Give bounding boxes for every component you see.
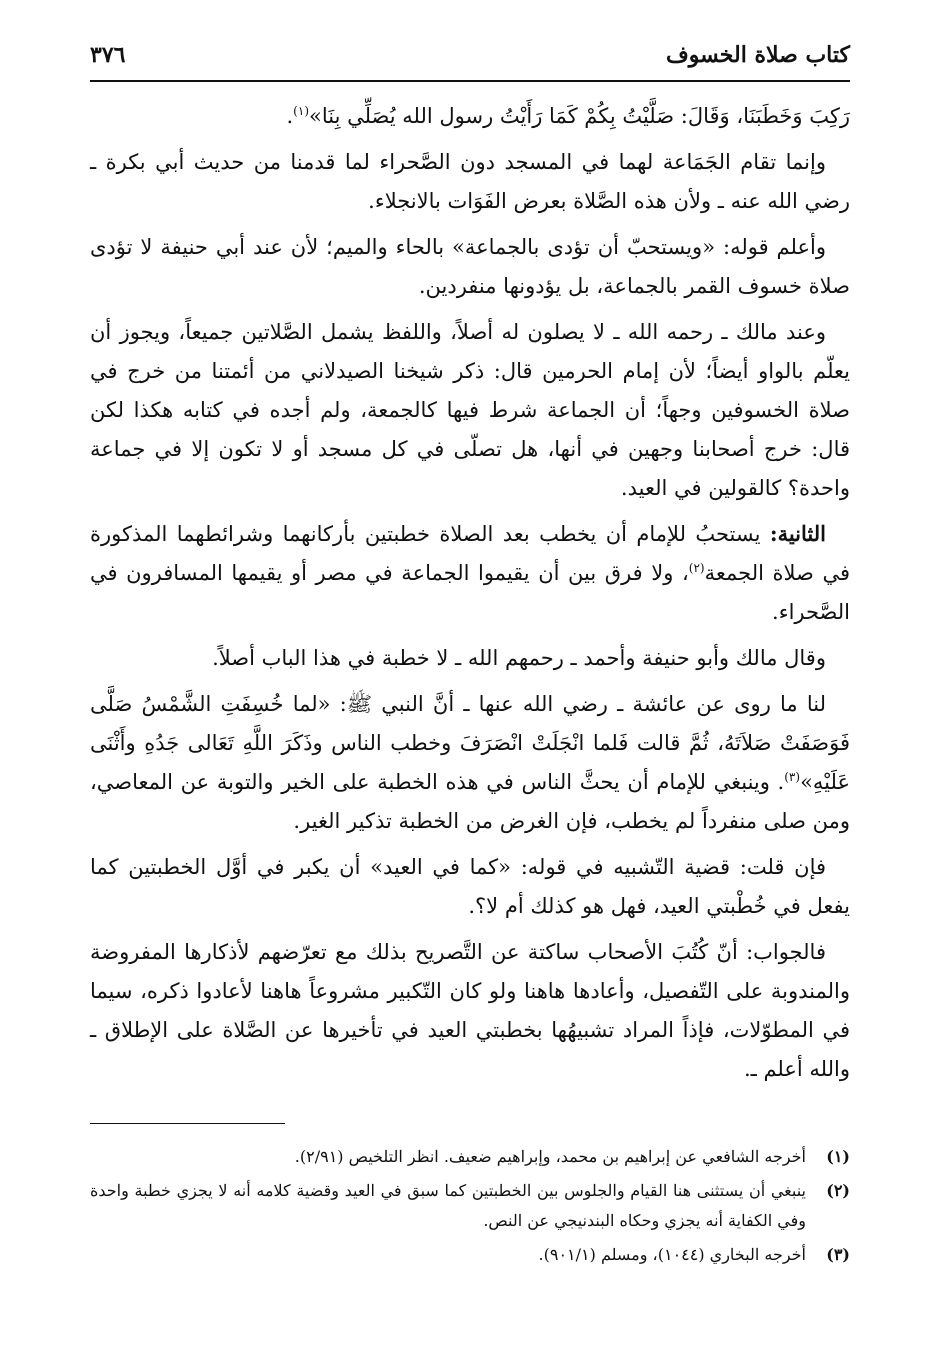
chapter-title: كتاب صلاة الخسوف xyxy=(666,42,850,68)
book-page xyxy=(90,40,850,1274)
paragraph xyxy=(90,932,850,1089)
paragraph xyxy=(90,142,850,221)
paragraph xyxy=(90,847,850,926)
paragraph-text: رَكِبَ وَخَطَبَنَا، وَقَالَ: صَلَّيْتُ بِكُمْ كَمَا رَأَيْتُ رسول الله يُصَلِّي بِنَا» xyxy=(309,104,850,128)
footnote-number: (١) xyxy=(826,1147,850,1166)
footnote-item xyxy=(90,1142,850,1172)
footnote-text: أخرجه البخاري (١٠٤٤)، ومسلم (٩٠١/١). xyxy=(538,1245,806,1264)
footnote-ref: (٢) xyxy=(688,561,705,575)
paragraph-text: وقال مالك وأبو حنيفة وأحمد ـ رحمهم الله ـ لا خطبة في هذا الباب أصلاً. xyxy=(212,646,826,670)
paragraph xyxy=(90,514,850,632)
footnote-number: (٢) xyxy=(826,1181,850,1200)
footnote-text: ينبغي أن يستثنى هنا القيام والجلوس بين الخطبتين كما سبق في العيد وقضية كلامه أنه لا يجزي خطبة واحدة وفي الكفاية أنه يجزي وحكاه البندنيجي عن النص. xyxy=(90,1181,806,1230)
paragraph-text: وإنما تقام الجَمَاعة لهما في المسجد دون الصَّحراء لما قدمنا من حديث أبي بكرة ـ رضي الله عنه ـ ولأن هذه الصَّلاة بعرض الفَوَات بالانجلاء. xyxy=(90,150,850,213)
paragraph xyxy=(90,638,850,678)
paragraph xyxy=(90,312,850,508)
main-text xyxy=(90,96,850,1089)
paragraph-text: وعند مالك ـ رحمه الله ـ لا يصلون له أصلاً، واللفظ يشمل الصَّلاتين جميعاً، ويجوز أن يعلّم بالواو أيضاً؛ لأن إمام الحرمين قال: ذكر شيخنا الصيدلاني من أئمتنا من خرج في صلاة الخسوفين وجهاً؛ أن الجماعة شرط فيها كالجمعة، ولم أجده في كتابه هكذا لكن قال: خرج أصحابنا وجهين في أنها، هل تصلّى في كل مسجد أو لا تكون إلا في جماعة واحدة؟ كالقولين في العيد. xyxy=(90,320,850,500)
page-number: ٣٧٦ xyxy=(90,42,126,68)
paragraph-tail: . xyxy=(286,104,294,128)
paragraph-text: يستحبُ للإمام أن يخطب بعد الصلاة خطبتين بأركانهما وشرائطهما المذكورة في صلاة الجمعة xyxy=(90,522,850,585)
paragraph xyxy=(90,227,850,306)
running-header xyxy=(90,40,850,82)
footnote-ref: (٣) xyxy=(784,770,801,784)
paragraph-lead: الثانية: xyxy=(769,521,826,546)
paragraph-tail: ، ولا فرق بين أن يقيموا الجماعة في مصر أو يقيمها المسافرون في الصَّحراء. xyxy=(90,561,850,624)
paragraph xyxy=(90,96,850,136)
footnote-item xyxy=(90,1240,850,1270)
paragraph xyxy=(90,684,850,841)
footnote-number: (٣) xyxy=(826,1245,850,1264)
paragraph-text: وأعلم قوله: «ويستحبّ أن تؤدى بالجماعة» بالحاء والميم؛ لأن عند أبي حنيفة لا تؤدى صلاة خسوف القمر بالجماعة، بل يؤدونها منفردين. xyxy=(90,235,850,298)
paragraph-tail: . وينبغي للإمام أن يحثَّ الناس في هذه الخطبة على الخير والتوبة عن المعاصي، ومن صلى منفرداً لم يخطب، فإن الغرض من الخطبة تذكير الغير. xyxy=(90,770,850,833)
footnote-item xyxy=(90,1176,850,1236)
paragraph-text: فالجواب: أنّ كُتُبَ الأصحاب ساكتة عن التَّصريح بذلك مع تعرّضهم لأذكارها المفروضة والمندوبة على التّفصيل، وأعادها هاهنا ولو كان التّكبير مشروعاً هاهنا لأعادوا ذكره، سيما في المطوّلات، فإذاً المراد تشبيهُها بخطبتي العيد في تأخيرها عن الصَّلاة على الإطلاق ـ والله أعلم ـ. xyxy=(90,940,850,1081)
footnote-separator-wrap xyxy=(90,1095,850,1142)
footnote-ref: (١) xyxy=(293,104,309,118)
footnotes xyxy=(90,1142,850,1270)
paragraph-text: لنا ما روى عن عائشة ـ رضي الله عنها ـ أنَّ النبي ﷺ: «لما خُسِفَتِ الشَّمْسُ صَلَّى فَوَصَفَتْ صَلاَتَهُ، ثُمَّ قالت فَلما انْجَلَتْ انْصَرَفَ وخطب الناس وذَكَرَ اللَّهِ تَعَالى جَدُهِ وأَثْنَى عَلَيْهِ» xyxy=(90,692,850,794)
footnote-separator xyxy=(90,1123,285,1124)
paragraph-text: فإن قلت: قضية التّشبيه في قوله: «كما في العيد» أن يكبر في أوَّل الخطبتين كما يفعل في خُطْبتي العيد، فهل هو كذلك أم لا؟. xyxy=(90,855,850,918)
footnote-text: أخرجه الشافعي عن إبراهيم بن محمد، وإبراهيم ضعيف. انظر التلخيص (٢/٩١). xyxy=(294,1147,806,1166)
